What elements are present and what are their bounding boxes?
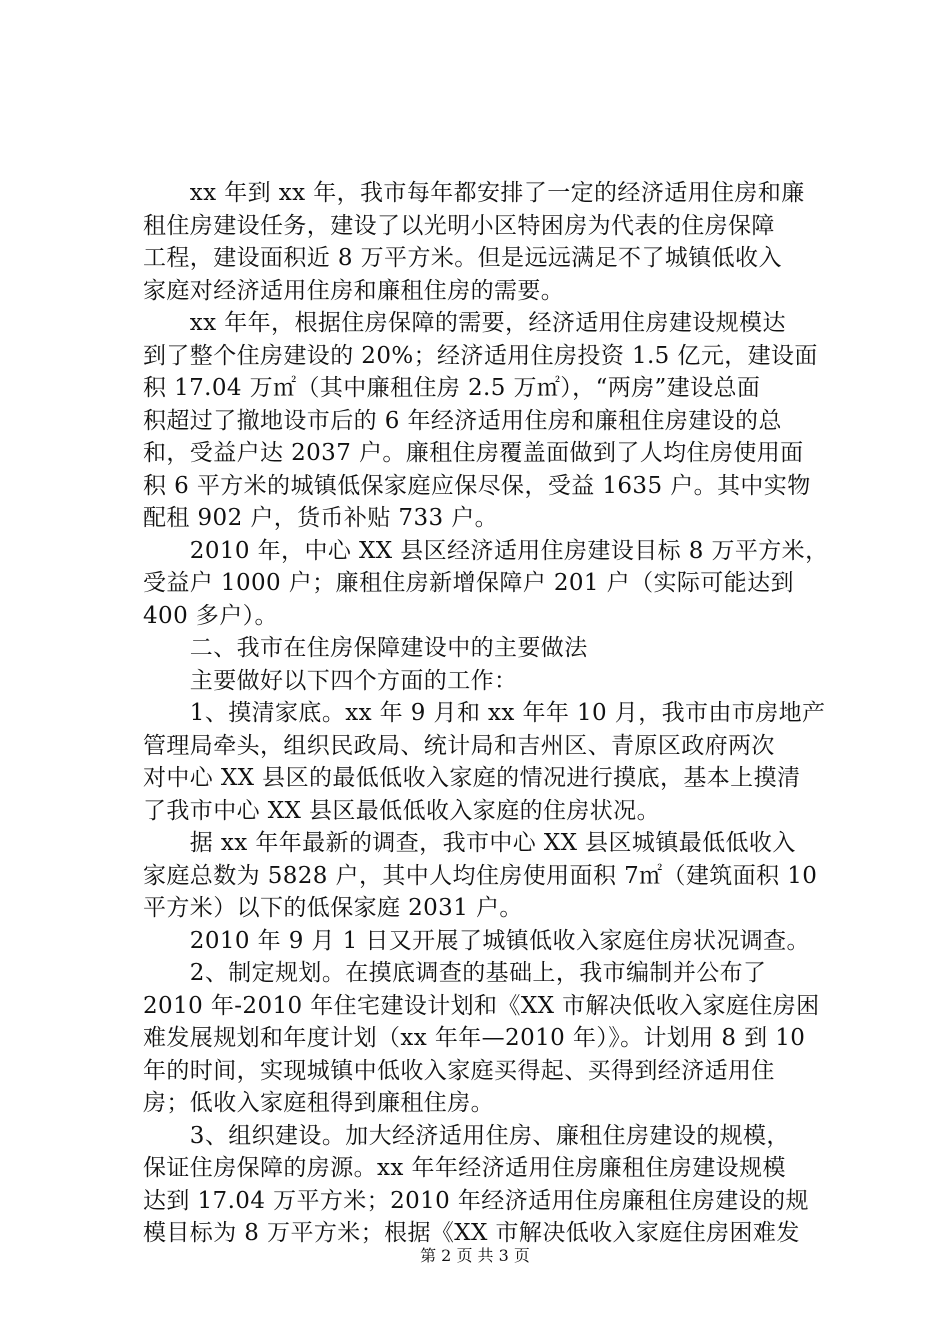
text-line: 2010 年，中心 XX 县区经济适用住房建设目标 8 万平方米，	[143, 537, 829, 564]
text-line: 主要做好以下四个方面的工作：	[143, 667, 518, 694]
text-line: 400 多户）。	[143, 602, 278, 629]
text-line: 年的时间，实现城镇中低收入家庭买得起、买得到经济适用住	[143, 1057, 775, 1084]
text-line: 租住房建设任务，建设了以光明小区特困房为代表的住房保障	[143, 212, 775, 239]
text-line: 积 17.04 万㎡（其中廉租住房 2.5 万㎡），“两房”建设总面	[143, 375, 761, 401]
text-line: 模目标为 8 万平方米；根据《XX 市解决低收入家庭住房困难发	[143, 1220, 800, 1246]
text-line: 受益户 1000 户；廉租住房新增保障户 201 户（实际可能达到	[143, 570, 794, 596]
body-text	[143, 177, 833, 1250]
text-line: 据 xx 年年最新的调查，我市中心 XX 县区城镇最低低收入	[143, 830, 796, 856]
text-line: 保证住房保障的房源。xx 年年经济适用住房廉租住房建设规模	[143, 1155, 786, 1181]
text-line: 2010 年-2010 年住宅建设计划和《XX 市解决低收入家庭住房困	[143, 992, 820, 1019]
text-line: 2、制定规划。在摸底调查的基础上，我市编制并公布了	[143, 960, 767, 986]
text-line: 到了整个住房建设的 20%；经济适用住房投资 1.5 亿元，建设面	[143, 342, 818, 369]
text-line: 工程，建设面积近 8 万平方米。但是远远满足不了城镇低收入	[143, 245, 782, 271]
text-line: 达到 17.04 万平方米；2010 年经济适用住房廉租住房建设的规	[143, 1187, 809, 1214]
page-number-footer: 第 2 页 共 3 页	[420, 1246, 530, 1265]
text-line: 管理局牵头，组织民政局、统计局和吉州区、青原区政府两次	[143, 732, 775, 759]
text-line: xx 年年，根据住房保障的需要，经济适用住房建设规模达	[143, 310, 786, 336]
text-line: 3、组织建设。加大经济适用住房、廉租住房建设的规模，	[143, 1122, 790, 1149]
text-line: 1、摸清家底。xx 年 9 月和 xx 年年 10 月，我市由市房地产	[143, 700, 826, 726]
text-line: 2010 年 9 月 1 日又开展了城镇低收入家庭住房状况调查。	[143, 927, 810, 954]
text-line: 平方米）以下的低保家庭 2031 户。	[143, 895, 523, 921]
text-line: 对中心 XX 县区的最低低收入家庭的情况进行摸底，基本上摸清	[143, 765, 801, 791]
text-line: 二、我市在住房保障建设中的主要做法	[143, 635, 588, 661]
text-line: 积 6 平方米的城镇低保家庭应保尽保，受益 1635 户。其中实物	[143, 472, 811, 499]
text-line: xx 年到 xx 年，我市每年都安排了一定的经济适用住房和廉	[143, 180, 805, 206]
text-line: 家庭总数为 5828 户，其中人均住房使用面积 7㎡（建筑面积 10	[143, 862, 818, 889]
text-line: 积超过了撤地设市后的 6 年经济适用住房和廉租住房建设的总	[143, 407, 782, 434]
text-line: 和，受益户达 2037 户。廉租住房覆盖面做到了人均住房使用面	[143, 440, 804, 466]
text-line: 配租 902 户，货币补贴 733 户。	[143, 505, 499, 531]
text-line: 家庭对经济适用住房和廉租住房的需要。	[143, 277, 565, 304]
text-line: 难发展规划和年度计划（xx 年年—2010 年）》。计划用 8 到 10	[143, 1025, 806, 1051]
text-line: 房；低收入家庭租得到廉租住房。	[143, 1090, 494, 1116]
text-line: 了我市中心 XX 县区最低低收入家庭的住房状况。	[143, 797, 660, 824]
